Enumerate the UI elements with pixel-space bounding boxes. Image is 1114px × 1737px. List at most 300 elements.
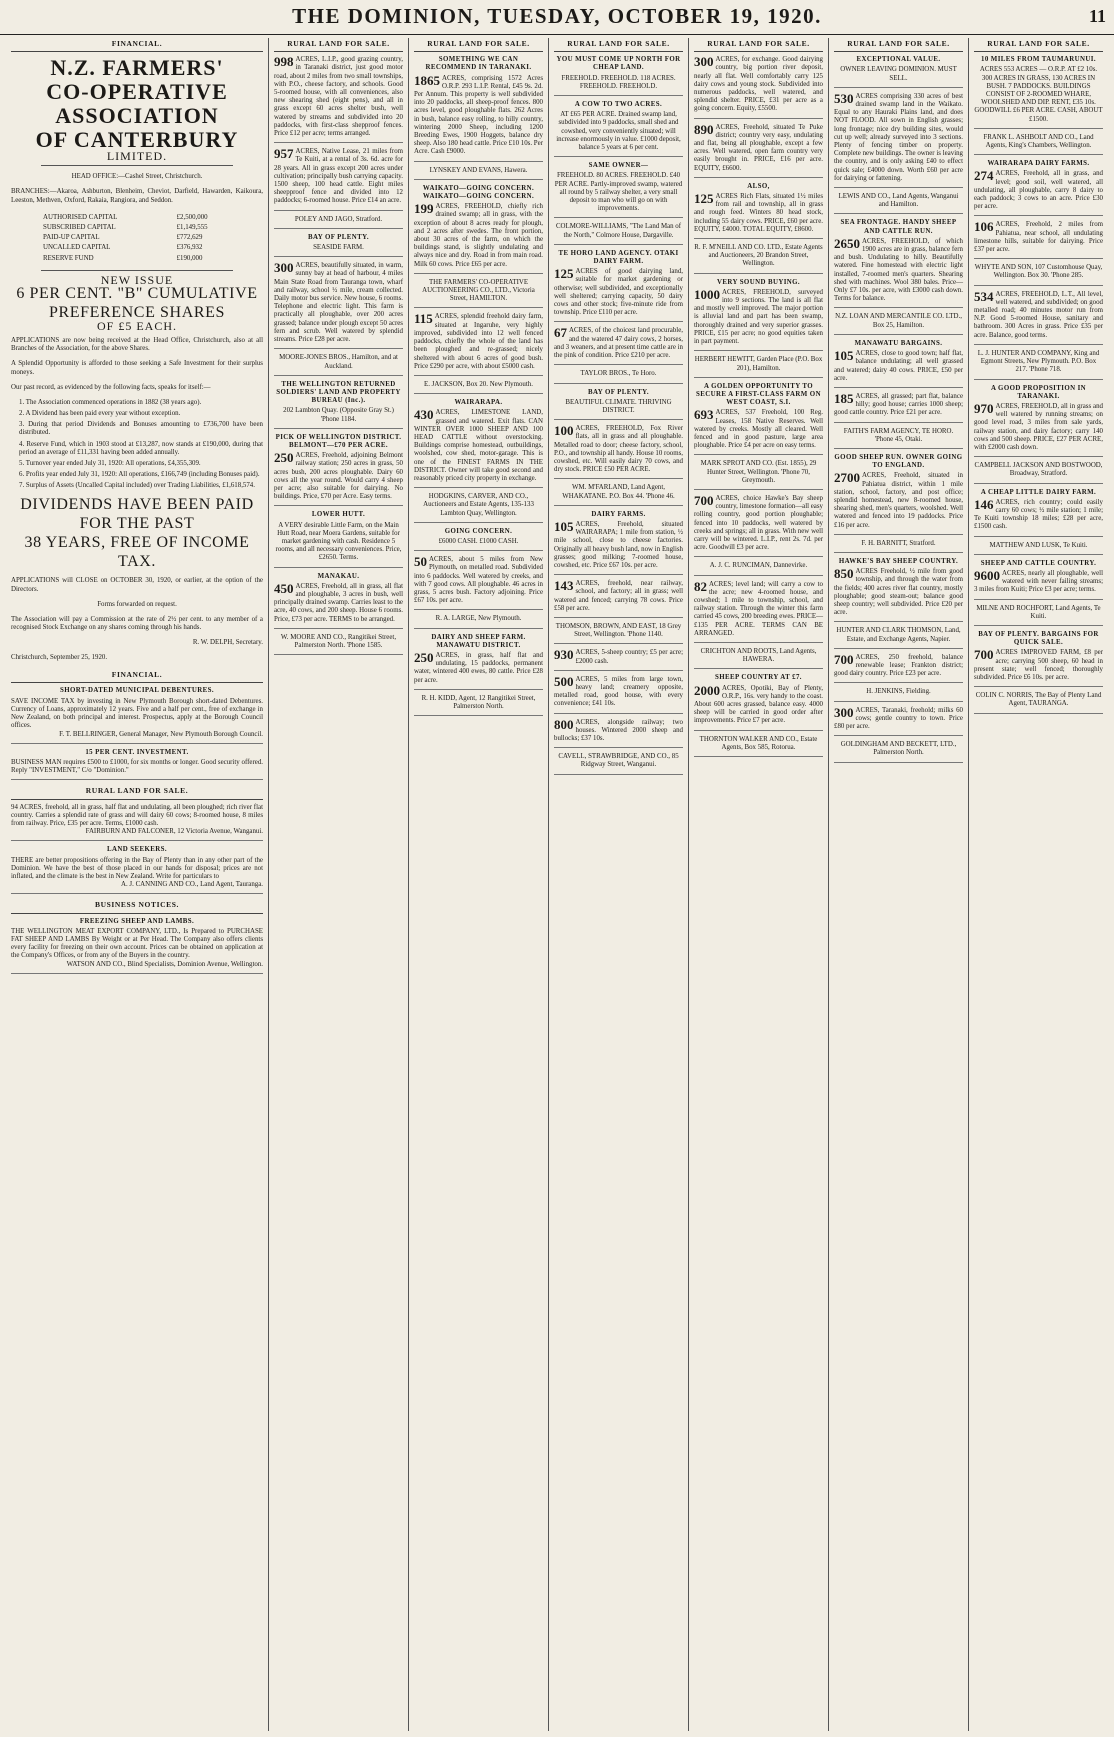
ad-body bbox=[974, 221, 1103, 254]
advertisement bbox=[554, 623, 683, 644]
ad-caption: MANAKAU. bbox=[317, 572, 360, 580]
ad-body bbox=[974, 496, 1103, 532]
ad-body bbox=[274, 244, 403, 252]
ad-body bbox=[274, 56, 403, 138]
ad-text: BEAUTIFUL CLIMATE. THRIVING DISTRICT. bbox=[565, 398, 672, 414]
ad-text: ACRES, 5-sheep country; £5 per acre; £2000 cash. bbox=[575, 649, 683, 665]
dividend-heading: DIVIDENDS HAVE BEEN PAID FOR THE PAST bbox=[20, 495, 254, 532]
capital-value: £190,000 bbox=[176, 254, 203, 262]
ad-body bbox=[834, 568, 963, 617]
closing-text: APPLICATIONS will CLOSE on OCTOBER 30, 1920, or earlier, at the option of the Directors. bbox=[11, 577, 263, 593]
advertisement bbox=[834, 741, 963, 762]
ad-body bbox=[414, 409, 543, 483]
divider bbox=[41, 270, 233, 271]
ad-text: SAVE INCOME TAX by investing in New Plymouth Borough short-dated Debentures. Currency of Loans, approximately 12 years. Five and a half per cent., free of exchange in New Zealand, on both principal and interest. Prospectus, apply at the Borough Council offices. bbox=[11, 697, 263, 730]
advertisement bbox=[554, 223, 683, 244]
commission-text: The Association will pay a Commission at the rate of 2½ per cent. to any member of a recognised Stock Exchange on any shares coming through his hands. bbox=[11, 615, 263, 631]
ad-body bbox=[554, 75, 683, 91]
ad-text: ACRES, LIMESTONE LAND, grassed and watered. Exit flats. CAN WINTER OVER 1000 SHEEP AND 100 HEAD CATTLE without overstocking. Buildings comprise homestead, outbuildings, woolshed, cow shed, motor-garage. This is one of the FINEST FARMS IN THE DISTRICT. Owner will take good second and reasonably priced city property in exchange. bbox=[414, 409, 543, 482]
acreage-figure: 250 bbox=[274, 450, 294, 466]
ad-body bbox=[834, 741, 963, 757]
ad-text: COLIN C. NORRIS, The Bay of Plenty Land Agent, TAURANGA. bbox=[975, 692, 1102, 708]
acreage-figure: 450 bbox=[274, 580, 294, 596]
advertisement bbox=[974, 560, 1103, 600]
acreage-figure: 105 bbox=[834, 348, 854, 364]
capital-label: SUBSCRIBED CAPITAL bbox=[43, 223, 116, 231]
ad-text: ACRES, FREEHOLD, of which 1900 acres are in grass, balance fern and bush. Undulating to hilly. Beautifully watered. Fine homestead with electric light installed, 7-roomed men's quarters. Shearing shed with machines. Wool 380 bales. Price—Only £7 10s. per acre, with £3000 cash down. Terms for balance. bbox=[834, 237, 963, 303]
ad-text: LYNSKEY AND EVANS, Hawera. bbox=[429, 166, 528, 174]
ad-body bbox=[554, 623, 683, 639]
section-heading: BUSINESS NOTICES. bbox=[11, 899, 263, 913]
ad-body bbox=[554, 649, 683, 665]
ad-caption: SEA FRONTAGE. HANDY SHEEP AND CATTLE RUN. bbox=[840, 219, 957, 235]
ad-caption: A CHEAP LITTLE DAIRY FARM. bbox=[980, 488, 1097, 496]
advertisement bbox=[414, 528, 543, 551]
ad-text: GOLDINGHAM AND BECKETT, LTD., Palmerston North. bbox=[840, 741, 957, 757]
acreage-figure: 82 bbox=[694, 578, 707, 594]
ad-text: ACRES, freehold, near railway, school, and factory; all in grass; well watered and fenced; carrying 78 cows. Price £58 per acre. bbox=[554, 580, 683, 612]
advertisement bbox=[274, 56, 403, 143]
acreage-figure: 700 bbox=[834, 651, 854, 667]
ad-text: ACRES, Opotiki, Bay of Plenty, O.R.P., 16s. very handy to the coast. About 600 acres grassed, balance easy. 4000 sheep will be carried in good order after improvements. Price £7 per acre. bbox=[694, 684, 823, 725]
ad-body bbox=[274, 407, 403, 423]
ad-text: MILNE AND ROCHFORT, Land Agents, Te Kuiti. bbox=[976, 604, 1101, 620]
ad-body bbox=[274, 452, 403, 501]
ad-body bbox=[974, 462, 1103, 478]
advertisement bbox=[694, 736, 823, 757]
capital-table bbox=[37, 212, 237, 265]
ad-caption: BAY OF PLENTY. bbox=[307, 233, 370, 241]
advertisement bbox=[974, 288, 1103, 345]
issue-title: 6 PER CENT. "B" CUMULATIVE bbox=[16, 284, 258, 302]
ad-caption: ALSO, bbox=[747, 182, 770, 190]
ad-text: MATTHEW AND LUSK, Te Kuiti. bbox=[989, 541, 1088, 549]
advertisement bbox=[11, 804, 263, 842]
advertisement bbox=[274, 381, 403, 429]
ad-text: ACRES, comprising 1572 Acres O.R.P. 293 L.I.P. Rental, £45 9s. 2d. Per Annum. This property is well subdivided into 20 paddocks, all sheep-proof fences. 800 acres level, good ploughable flats. 262 Acres in bush, balance easy rolling, to hilly country, wintering 2000 Sheep, including 1200 Breeding Ewes, 1900 Hoggets, balance dry sheep. Also 180 head cattle. Price £10 10s. Per Acre. Cash £9000. bbox=[414, 74, 543, 156]
opportunity-text: A Splendid Opportunity is afforded to those seeking a Safe Investment for their surplus moneys. bbox=[11, 360, 263, 376]
advertisement bbox=[11, 687, 263, 743]
ad-caption: GOOD SHEEP RUN. OWNER GOING TO ENGLAND. bbox=[834, 453, 963, 470]
ad-text: ACRES, all grassed; part flat, balance hilly; good house; carries 1000 sheep; good cattle country. Price £21 per acre. bbox=[834, 392, 963, 417]
ad-caption: HAWKE'S BAY SHEEP COUNTRY. bbox=[838, 557, 959, 565]
list-item: 1. The Association commenced operations in 1882 (38 years ago). bbox=[19, 398, 202, 406]
ad-caption: GOING CONCERN. bbox=[444, 527, 513, 535]
ad-text: FRANK L. ASHBOLT AND CO., Land Agents, King's Chambers, Wellington. bbox=[983, 133, 1094, 150]
advertisement bbox=[414, 185, 543, 274]
advertisement bbox=[974, 160, 1103, 216]
ad-body bbox=[414, 203, 543, 269]
rural-column bbox=[408, 38, 548, 1731]
ad-text: ACRES Freehold, ½ mile from good township, and through the water from the fields; 400 acres river flat country, mostly ploughable; good steam-out; balance good sheep country; well subdivided. Price £20 per acre. bbox=[834, 568, 963, 617]
ad-body bbox=[554, 425, 683, 474]
advertisement bbox=[834, 540, 963, 553]
ad-text: THORNTON WALKER AND CO., Estate Agents, Box 585, Rotorua. bbox=[699, 735, 818, 751]
ad-text: ACRES, FREEHOLD, Fox River flats, all in grass and all ploughable. Metalled road to door; cheese factory, school, P.O., and township all handy. House 10 rooms, cowshed, etc. Will easily dairy 70 cows, and dry stock. PRICE £50 PER ACRE. bbox=[554, 425, 683, 474]
advertisement bbox=[974, 56, 1103, 129]
ad-body bbox=[554, 580, 683, 613]
ad-text: L. J. HUNTER AND COMPANY, King and Egmont Streets, New Plymouth. P.O. Box 217. 'Phone 718. bbox=[977, 349, 1100, 374]
acreage-figure: 300 bbox=[274, 260, 294, 276]
ad-body bbox=[974, 542, 1103, 550]
advertisement bbox=[974, 692, 1103, 713]
acreage-figure: 9600 bbox=[974, 567, 1000, 583]
ad-text: ACRES, about 5 miles from New Plymouth, on metalled road. Subdivided into 6 paddocks. Well watered by creeks, and with 7 good cows. All ploughable. 46 acres in grass, 5 acres bush. Factory adjoining. Price £67 10s. per acre. bbox=[414, 556, 543, 605]
ad-body bbox=[694, 409, 823, 450]
company-limited: LIMITED. bbox=[106, 149, 168, 164]
ad-caption: MANAWATU BARGAINS. bbox=[854, 339, 943, 347]
column-heading: RURAL LAND FOR SALE. bbox=[274, 38, 403, 52]
ad-caption: WAIKATO—GOING CONCERN. WAIKATO—GOING CONCERN. bbox=[422, 184, 535, 201]
ad-text: F. H. BARNITT, Stratford. bbox=[861, 539, 936, 547]
acreage-figure: 1865 bbox=[414, 72, 440, 88]
advertisement bbox=[694, 56, 823, 118]
advertisement bbox=[554, 511, 683, 575]
advertisement bbox=[974, 542, 1103, 555]
ad-body bbox=[694, 460, 823, 485]
ad-text: FAITH'S FARM AGENCY, TE HORO. 'Phone 45, Otaki. bbox=[843, 427, 954, 443]
advertisement bbox=[834, 193, 963, 214]
advertisement bbox=[834, 704, 963, 737]
ad-text: ACRES, in grass, half flat and undulating, 15 paddocks, permanent water, wintered 400 ewes, 80 cattle. Price £28 per acre. bbox=[414, 651, 543, 684]
acreage-figure: 274 bbox=[974, 168, 994, 184]
advertisement bbox=[414, 279, 543, 309]
list-item: 3. During that period Dividends and Bonuses amounting to £736,700 have been distributed. bbox=[19, 421, 263, 437]
branches: BRANCHES:—Akaroa, Ashburton, Blenheim, Cheviot, Darfield, Hawarden, Kaikoura, Leeston, Methven, Oxford, Rakaia, Rangiora, and Seddon. bbox=[11, 188, 263, 204]
ad-body bbox=[834, 235, 963, 304]
ad-caption: SHORT-DATED MUNICIPAL DEBENTURES. bbox=[60, 687, 214, 695]
ad-caption: VERY SOUND BUYING. bbox=[716, 278, 801, 286]
rural-column bbox=[828, 38, 968, 1731]
ad-text: CAVELL, STRAWBRIDGE, AND CO., 85 Ridgway Street, Wanganui. bbox=[558, 753, 679, 769]
ad-body bbox=[274, 634, 403, 650]
ad-caption: LAND SEEKERS. bbox=[107, 846, 167, 854]
list-item: 2. A Dividend has been paid every year without exception. bbox=[19, 409, 181, 417]
acreage-figure: 100 bbox=[554, 423, 574, 439]
ad-body bbox=[414, 493, 543, 518]
advertisement bbox=[694, 562, 823, 575]
ad-text: ACRES, FREEHOLD, surveyed into 9 sections. The land is all flat and mostly well improved. The major portion is alluvial land and part has been swamp, thoroughly drained and very superior grasses. PRICE, £15 per acre; no good equities taken in part payment. bbox=[694, 288, 823, 346]
advertisement bbox=[414, 615, 543, 628]
ad-body bbox=[694, 356, 823, 372]
acreage-figure: 534 bbox=[974, 288, 994, 304]
rural-column bbox=[268, 38, 408, 1731]
list-item: 5. Turnover year ended July 31, 1920: All operations, £4,355,309. bbox=[19, 459, 201, 467]
ad-text: A. J. C. RUNCIMAN, Dannevirke. bbox=[709, 562, 808, 570]
ad-body bbox=[274, 262, 403, 344]
ad-body bbox=[554, 673, 683, 709]
ad-text: 202 Lambton Quay. (Opposite Gray St.) 'Phone 1184. bbox=[283, 407, 394, 423]
ad-body bbox=[834, 688, 963, 696]
date-line: Christchurch, September 25, 1920. bbox=[11, 654, 108, 662]
ad-text: MARK SPROT AND CO. (Est. 1855), 29 Hunter Street, Wellington. 'Phone 70, Greymouth. bbox=[700, 460, 817, 484]
acreage-figure: 67 bbox=[554, 325, 567, 341]
ad-text: MOORE-JONES BROS., Hamilton, and at Auckland. bbox=[279, 354, 398, 370]
ad-body bbox=[974, 605, 1103, 621]
acreage-figure: 185 bbox=[834, 390, 854, 406]
advertisement bbox=[554, 716, 683, 749]
ad-caption: SOMETHING WE CAN RECOMMEND IN TARANAKI. bbox=[425, 56, 532, 72]
ad-body bbox=[974, 692, 1103, 708]
advertisement bbox=[834, 627, 963, 648]
ad-text: ACRES, 5 miles from large town, heavy land; creamery opposite, metalled road, good house, with every convenience; £41 10s. bbox=[554, 675, 683, 708]
ad-body bbox=[834, 390, 963, 418]
ad-caption: A GOLDEN OPPORTUNITY TO SECURE A FIRST-CLASS FARM ON WEST COAST, S.I. bbox=[696, 382, 821, 407]
acreage-figure: 300 bbox=[834, 704, 854, 720]
ad-body bbox=[834, 540, 963, 548]
ad-text: BUSINESS MAN requires £500 to £1000, for six months or longer. Good security offered. Reply "INVESTMENT," C/o "Dominion." bbox=[11, 758, 263, 775]
ad-caption: 10 MILES FROM TAUMARUNUI. bbox=[980, 56, 1097, 64]
advertisement bbox=[554, 327, 683, 365]
ad-text: ACRES, Freehold, situated WAIRARAPA; 1 mile from station, ½ mile school, close to cheese factories. Originally all heavy bush land, now in English grasses; good milking; 7-roomed house, cowshed, etc. Price £67 10s. per acre. bbox=[554, 520, 683, 569]
column-heading: RURAL LAND FOR SALE. bbox=[834, 38, 963, 52]
acreage-figure: 199 bbox=[414, 201, 434, 217]
advertisement bbox=[11, 749, 263, 781]
record-text: Our past record, as evidenced by the following facts, speaks for itself:— bbox=[11, 383, 211, 391]
acreage-figure: 998 bbox=[274, 54, 294, 70]
ad-text: THOMSON, BROWN, AND EAST, 18 Grey Street, Wellington. 'Phone 1140. bbox=[555, 622, 682, 639]
ad-body bbox=[694, 492, 823, 552]
acreage-figure: 890 bbox=[694, 121, 714, 137]
ad-text: N.Z. LOAN AND MERCANTILE CO. LTD., Box 25, Hamilton. bbox=[835, 313, 962, 329]
advertisement bbox=[414, 493, 543, 523]
ad-text: FREEHOLD. FREEHOLD. 118 ACRES. FREEHOLD. FREEHOLD. bbox=[561, 74, 676, 90]
ad-body bbox=[274, 354, 403, 370]
ad-body bbox=[834, 193, 963, 209]
ad-caption: A GOOD PROPOSITION IN TARANAKI. bbox=[990, 384, 1087, 400]
ad-text: ACRES, rich country; could easily carry 60 cows; ½ mile station; 1 mile; Te Kuiti township 18 miles; £28 per acre, £1500 cash. bbox=[974, 498, 1103, 531]
head-office: HEAD OFFICE:—Cashel Street, Christchurch. bbox=[71, 173, 203, 181]
advertisement bbox=[974, 350, 1103, 380]
company-name-3: OF CANTERBURY bbox=[35, 127, 239, 153]
ad-text: ACRES 553 ACRES — O.R.P. AT £2 10s. 300 ACRES IN GRASS, 130 ACRES IN BUSH. 7 PADDOCKS. BUILDINGS CONSIST OF 2-ROOMED WHARE, WOOLSHED AND DIP. RENT, £35 10s. GOODWILL £6 PER ACRE. CASH, ABOUT £1500. bbox=[974, 66, 1103, 123]
list-item: 7. Surplus of Assets (Uncalled Capital included) over Trading Liabilities, £1,618,574. bbox=[19, 482, 255, 490]
ad-body bbox=[974, 66, 1103, 123]
ad-advertiser: WATSON AND CO., Blind Specialists, Dominion Avenue, Wellington. bbox=[66, 960, 263, 968]
acreage-figure: 106 bbox=[974, 219, 994, 235]
ad-caption: WAIRARAPA DAIRY FARMS. bbox=[987, 160, 1090, 168]
ad-text: ACRES comprising 330 acres of best drained swamp land in the Waikato. Equal to any Hauraki Plains land, and does NOT FLOOD. All sown in English grasses; long frontage; nice dry building sites, would cut up well; already surveyed into 3 sections. Plenty of fencing timber on property. Complete new buildings. The owner is leaving the country, and is only asking £40 to effect quick sale; £4000 down. Worth £60 per acre for dairying or fattening. bbox=[834, 92, 963, 182]
capital-value: £376,932 bbox=[176, 244, 203, 252]
acreage-figure: 800 bbox=[554, 716, 574, 732]
ad-text: SEASIDE FARM. bbox=[313, 244, 364, 252]
ad-text: ACRES, alongside railway; two houses. Wintered 2000 sheep and bullocks; £37 10s. bbox=[554, 718, 683, 742]
ad-body bbox=[554, 172, 683, 213]
ad-caption: A COW TO TWO ACRES. bbox=[574, 101, 663, 109]
ad-text: W. MOORE AND CO., Rangitikei Street, Palmerston North. 'Phone 1585. bbox=[280, 633, 397, 649]
advertisement bbox=[834, 651, 963, 684]
ad-body bbox=[554, 268, 683, 317]
ad-text: TAYLOR BROS., Te Horo. bbox=[580, 370, 657, 378]
ad-advertiser: A. J. CANNING AND CO., Land Agent, Tauranga. bbox=[121, 881, 263, 889]
advertisement bbox=[11, 846, 263, 894]
ad-advertiser: FAIRBURN AND FALCONER, 12 Victoria Avenue, Wanganui. bbox=[85, 828, 263, 836]
signature: R. W. DELPH, Secretary. bbox=[192, 639, 263, 647]
advertisement bbox=[974, 385, 1103, 458]
acreage-figure: 143 bbox=[554, 578, 574, 594]
ad-text: ACRES, beautifully situated, in warm, sunny bay at head of harbour, 4 miles Main State Road from Tauranga town, wharf and railway, school ½ mile, cream collected. Daily motor bus service. New house, 6 rooms. Telephone and electric light. This farm is practically all ploughable, over 200 acres grassed; balance under plough except 50 acres fern and scrub. Well watered by splendid streams. Price £28 per acre. bbox=[274, 262, 403, 344]
ad-caption: SHEEP AND CATTLE COUNTRY. bbox=[980, 559, 1097, 567]
section-heading: FINANCIAL. bbox=[11, 669, 263, 683]
ad-text: ACRES, close to good town; half flat, balance undulating; all well grassed and watered; dairy 40 cows. PRICE, £50 per acre. bbox=[834, 350, 963, 382]
advertisement bbox=[834, 390, 963, 423]
ad-body bbox=[694, 736, 823, 752]
ad-body bbox=[554, 484, 683, 500]
ad-text: ACRES of good dairying land, suitable for market gardening or otherwise; well subdivided, and exceptionally well sheltered; carrying capacity, 50 dairy cows and other stock; five-minute ride from township. Price £110 per acre. bbox=[554, 268, 683, 317]
advertisement bbox=[414, 381, 543, 394]
acreage-figure: 693 bbox=[694, 407, 714, 423]
ad-text: ACRES, Freehold, adjoining Belmont railway station; 250 acres in grass, 50 acres bush, 200 acres ploughable. Dairy 60 cows all the year round. Would carry 4 sheep per acre; also suitable for dairying. No buildings. Price, £70 per Acre. Easy terms. bbox=[274, 452, 403, 501]
ad-text: ACRES, FREEHOLD, L.T., All level, well watered, and subdivided; on good metalled road; 40 minutes motor run from N.P. Good 5-roomed House, sanitary and bathroom. 300 Acres in grass. Price £35 per acre. Balance, good terms. bbox=[974, 290, 1103, 339]
advertisement bbox=[274, 148, 403, 210]
acreage-figure: 105 bbox=[554, 518, 574, 534]
ad-body bbox=[974, 567, 1103, 595]
advertisement bbox=[834, 340, 963, 388]
ad-body bbox=[414, 556, 543, 605]
ad-body bbox=[554, 399, 683, 415]
acreage-figure: 500 bbox=[554, 673, 574, 689]
advertisement bbox=[554, 101, 683, 157]
advertisement bbox=[554, 250, 683, 323]
ad-text: ACRES Rich Flats, situated 1½ miles from rail and township, all in grass and rough feed. Winters 80 head stock, including 55 dairy cows. PRICE, £60 per acre. EQUITY, £4000. TOTAL EQUITY, £8600. bbox=[694, 193, 823, 233]
ad-caption: BAY OF PLENTY. BARGAINS FOR QUICK SALE. bbox=[978, 630, 1099, 647]
ad-caption: SHEEP COUNTRY AT £7. bbox=[715, 674, 802, 682]
section-heading: RURAL LAND FOR SALE. bbox=[11, 785, 263, 799]
ad-text: ACRES, Freehold, 2 miles from Pahiatua, near school, all undulating limestone hills, suitable for dairying. Price £37 per acre. bbox=[974, 221, 1103, 254]
ad-text: ACRES, Freehold, all in grass, and level; good soil, well watered, all undulating, all ploughable, carry 8 dairy to each paddock; 3 cows to an acre. Price £30 per acre. bbox=[974, 170, 1103, 211]
advertisement bbox=[274, 262, 403, 349]
advertisement bbox=[274, 634, 403, 655]
acreage-figure: 430 bbox=[414, 407, 434, 423]
advertisement bbox=[694, 279, 823, 352]
ad-text: ACRES, choice Hawke's Bay sheep country, limestone formation—all easy rolling country, good portion ploughable; fenced into 10 paddocks, well watered by creeks and springs; all in grass. With new well carry will be wintered. L.I.P., rent 2s. 7d. per acre. Goodwill £3 per acre. bbox=[694, 494, 823, 552]
ad-body bbox=[414, 538, 543, 546]
ad-text: HERBERT HEWITT, Garden Place (P.O. Box 201), Hamilton. bbox=[694, 356, 823, 372]
column-heading: RURAL LAND FOR SALE. bbox=[554, 38, 683, 52]
masthead bbox=[0, 0, 1114, 35]
ad-body bbox=[834, 66, 963, 82]
ad-body bbox=[974, 350, 1103, 375]
ad-caption: FREEZING SHEEP AND LAMBS. bbox=[79, 917, 195, 925]
advertisement bbox=[554, 389, 683, 421]
applications-intro: APPLICATIONS are now being received at the Head Office, Christchurch, also at all Branches of the Association, for the above Shares. bbox=[11, 337, 263, 353]
ad-body bbox=[694, 578, 823, 638]
acreage-figure: 250 bbox=[414, 649, 434, 665]
ad-text: THE FARMERS' CO-OPERATIVE AUCTIONEERING CO., LTD., Victoria Street, HAMILTON. bbox=[422, 278, 535, 303]
advertisement bbox=[274, 511, 403, 567]
acreage-figure: 700 bbox=[974, 647, 994, 663]
ad-text: A VERY desirable Little Farm, on the Main Hutt Road, near Moera Gardens, suitable for market gardening with cash. Residence 5 rooms, and all necessary conveniences. Price, £2650. Terms. bbox=[275, 521, 402, 562]
ad-body bbox=[694, 286, 823, 346]
ad-body bbox=[694, 682, 823, 726]
ad-body bbox=[414, 695, 543, 711]
advertisement bbox=[554, 56, 683, 96]
advertisement bbox=[694, 244, 823, 274]
advertisement bbox=[414, 695, 543, 716]
advertisement bbox=[11, 918, 263, 974]
ad-text: ACRES IMPROVED FARM, £8 per acre; carrying 500 sheep, 60 head in present state; well fenced; thoroughly subdivided. Price £6 10s. per acre. bbox=[974, 649, 1103, 681]
rural-column bbox=[688, 38, 828, 1731]
advertisement bbox=[694, 578, 823, 643]
capital-row bbox=[39, 244, 235, 252]
advertisement bbox=[274, 434, 403, 507]
advertisement bbox=[554, 673, 683, 714]
advertisement bbox=[834, 428, 963, 449]
advertisement bbox=[694, 383, 823, 456]
ad-text: ACRES, L.I.P., good grazing country, in Taranaki district, just good motor road, about 2 miles from two small townships, with P.O., cheese factory, and schools. Good 5-roomed house, with all conveniences, also new shearing shed (eight pens), and all in grass except 60 acres shelter bush, well watered by streams and subdivided into 20 paddocks, with first-class shepproof fences. Price £12 per acre; terms arranged. bbox=[274, 56, 403, 138]
financial-column bbox=[6, 38, 268, 1731]
advertisement bbox=[834, 56, 963, 88]
advertisement bbox=[554, 425, 683, 479]
column-heading: RURAL LAND FOR SALE. bbox=[694, 38, 823, 52]
ad-body bbox=[974, 134, 1103, 150]
record-list bbox=[19, 399, 263, 491]
ad-text: £6000 CASH. £1000 CASH. bbox=[438, 537, 519, 545]
ad-caption: DAIRY AND SHEEP FARM. MANAWATU DISTRICT. bbox=[431, 633, 526, 649]
ad-caption: TE HORO LAND AGENCY. OTAKI DAIRY FARM. bbox=[558, 249, 679, 266]
rural-column bbox=[968, 38, 1108, 1731]
ad-body bbox=[834, 704, 963, 732]
advertisement bbox=[554, 649, 683, 670]
forms-text: Forms forwarded on request. bbox=[97, 600, 177, 608]
advertisement bbox=[694, 183, 823, 239]
acreage-figure: 1000 bbox=[694, 286, 720, 302]
capital-row bbox=[39, 255, 235, 263]
acreage-figure: 125 bbox=[554, 266, 574, 282]
acreage-figure: 700 bbox=[694, 492, 714, 508]
advertisement bbox=[694, 121, 823, 178]
ad-body bbox=[554, 223, 683, 239]
advertisement bbox=[974, 221, 1103, 259]
ad-text: LEWIS AND CO., Land Agents, Wanganui and Hamilton. bbox=[838, 193, 959, 209]
ad-body bbox=[694, 193, 823, 234]
ad-text: THERE are better propositions offering in the Bay of Plenty than in any other part of the Dominion. We have the best of those placed in our hands for disposal; prices are not inflated, and the climate is the best in New Zealand. Write for particulars to bbox=[11, 856, 263, 880]
advertisement bbox=[694, 356, 823, 377]
advertisement bbox=[834, 454, 963, 535]
ad-text: ACRES, of the choicest land procurable, and the watered 47 dairy cows, 2 horses, and 3 weaners, and at present time cattle are in the pink of condition. Price £210 per acre. bbox=[554, 327, 683, 360]
ad-body bbox=[274, 216, 403, 224]
acreage-figure: 970 bbox=[974, 400, 994, 416]
acreage-figure: 2000 bbox=[694, 682, 720, 698]
ad-body bbox=[554, 753, 683, 769]
capital-label: RESERVE FUND bbox=[43, 254, 94, 262]
advertisement bbox=[554, 484, 683, 505]
capital-row bbox=[39, 214, 235, 222]
ad-text: THE WELLINGTON MEAT EXPORT COMPANY, LTD., Is Prepared to PURCHASE FAT SHEEP AND LAMBS By Weight or at Per Head. The Company also offers clients every facility for freezing on their own account. Prices can be obtained on application at the Company's Offices, or from any of the Buyers in the country. bbox=[11, 927, 263, 960]
ad-caption: LOWER HUTT. bbox=[311, 511, 366, 519]
advertisement bbox=[414, 167, 543, 180]
ad-text: POLEY AND JAGO, Stratford. bbox=[294, 215, 383, 223]
ad-advertiser: F. T. BELLRINGER, General Manager, New Plymouth Borough Council. bbox=[59, 730, 263, 738]
advertisement bbox=[414, 56, 543, 161]
advertisement bbox=[834, 688, 963, 701]
ad-text: OWNER LEAVING DOMINION. MUST SELL. bbox=[840, 66, 957, 82]
ad-caption: YOU MUST COME UP NORTH FOR CHEAP LAND. bbox=[556, 56, 681, 72]
advertisement bbox=[274, 354, 403, 375]
capital-row bbox=[39, 234, 235, 242]
advertisement bbox=[414, 556, 543, 610]
advertisement bbox=[974, 489, 1103, 537]
ad-body bbox=[414, 72, 543, 157]
ad-text: 94 ACRES, freehold, all in grass, half flat and undulating, all been ploughed; rich river flat country. Carries a splendid rate of grass and will dairy 60 cows; 8-roomed house, 8 miles from railway. Price, £35 per acre. Terms, £1000 cash. bbox=[11, 803, 263, 827]
ad-body bbox=[554, 327, 683, 360]
ad-text: ACRES, splendid freehold dairy farm, situated at Ingaruhe, very highly improved, subdivided into 12 well fenced paddocks, chiefly the whole of the land has been ploughed and re-grassed; nicely sheltered with about 6 acres of good bush. Price £290 per acre, with about £5000 cash. bbox=[414, 313, 543, 370]
ad-caption: 15 PER CENT. INVESTMENT. bbox=[85, 748, 189, 756]
ad-body bbox=[554, 111, 683, 152]
acreage-figure: 115 bbox=[414, 311, 433, 327]
capital-row bbox=[39, 224, 235, 232]
list-item: 6. Profits year ended July 31, 1920: All operations, £166,749 (including Bonuses paid). bbox=[19, 471, 260, 479]
